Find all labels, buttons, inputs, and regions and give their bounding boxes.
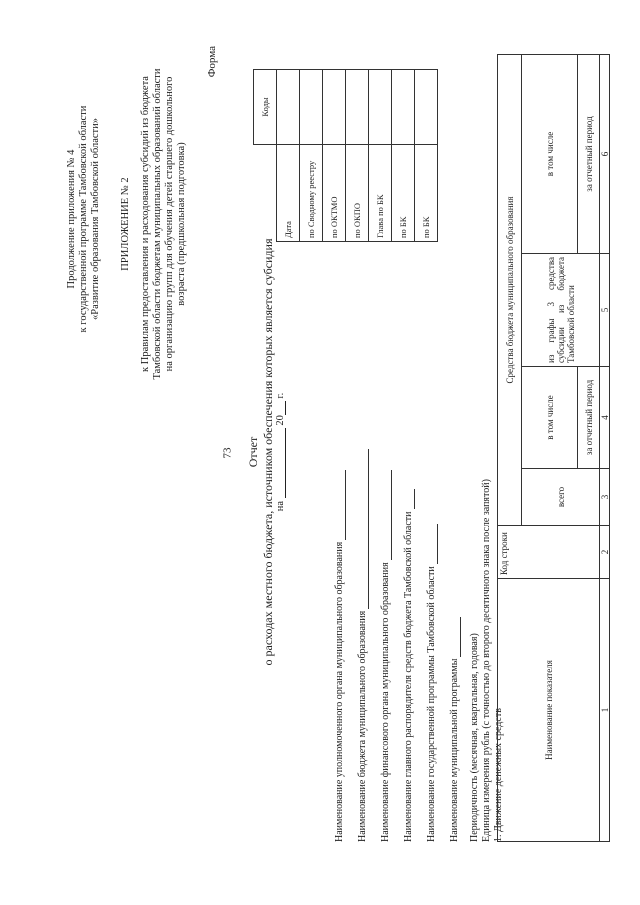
- header-indicator-name: Наименование показателя: [497, 578, 600, 842]
- document-sheet: [10, 22, 630, 882]
- code-label: по ОКТМО: [323, 145, 346, 242]
- field-line[interactable]: [357, 449, 369, 609]
- column-number: 3: [599, 468, 610, 526]
- section-title: 1. Движение денежных средств: [493, 708, 504, 842]
- annex-line: «Развитие образования Тамбовской области»: [90, 118, 101, 320]
- date-year-field[interactable]: [285, 401, 286, 415]
- annex-line: Продолжение приложения № 4: [66, 149, 77, 289]
- field-municipal-program: Наименование муниципальной программы: [449, 617, 461, 842]
- date-day-field[interactable]: [285, 428, 286, 498]
- field-unit: Единица измерения рубль (с точностью до второго десятичного знака после запятой): [481, 479, 492, 842]
- code-value[interactable]: [323, 70, 346, 145]
- header-subsidy-from-col3: из графы 3 средства субсидии из бюджета Тамбовской области: [521, 253, 600, 367]
- field-finance-body: Наименование финансового органа муниципального образования: [380, 470, 392, 842]
- field-main-administrator: Наименование главного распорядителя средств бюджета Тамбовской области: [403, 489, 415, 842]
- codes-table: [253, 69, 438, 242]
- header-including-2-period: за отчетный период: [577, 54, 600, 254]
- code-value[interactable]: [277, 70, 300, 145]
- appendix-line: возраста (предшкольная подготовка): [176, 142, 187, 306]
- appendix-line: на организацию групп для обучения детей старшего дошкольного: [164, 76, 175, 372]
- code-label: Глава по БК: [369, 145, 392, 242]
- column-number: 2: [599, 525, 610, 579]
- code-value[interactable]: [415, 70, 438, 145]
- appendix-2-header: [120, 54, 188, 394]
- column-number: 1: [599, 578, 610, 842]
- funds-movement-table: [497, 54, 610, 842]
- date-suffix: г.: [275, 392, 286, 399]
- field-line[interactable]: [380, 470, 392, 560]
- header-including-2: в том числе: [521, 54, 578, 254]
- code-label: по ОКПО: [346, 145, 369, 242]
- code-label: Дата: [277, 145, 300, 242]
- header-line-code: Код строки: [497, 525, 600, 579]
- form-label: Форма: [206, 46, 218, 78]
- header-including: в том числе: [521, 366, 578, 469]
- header-total: всего: [521, 468, 600, 526]
- header-including-period: за отчетный период: [577, 366, 600, 469]
- field-line[interactable]: [426, 524, 438, 564]
- date-year: 20: [275, 415, 286, 426]
- field-line[interactable]: [334, 470, 346, 540]
- field-line[interactable]: [403, 489, 415, 509]
- page-number: 73: [221, 447, 234, 459]
- appendix-line: к Правилам предоставления и расходования субсидий из бюджета: [140, 76, 151, 372]
- annex-line: к государственной программе Тамбовской области: [78, 105, 89, 333]
- date-prefix: на: [275, 500, 286, 512]
- field-state-program: Наименование государственной программы Тамбовской области: [426, 524, 438, 842]
- column-number: 5: [599, 253, 610, 367]
- field-line[interactable]: [449, 617, 461, 657]
- code-value[interactable]: [300, 70, 323, 145]
- codes-header: Коды: [254, 70, 277, 145]
- code-label: по БК: [392, 145, 415, 242]
- code-value[interactable]: [392, 70, 415, 145]
- code-label: по Сводному реестру: [300, 145, 323, 242]
- report-subtitle: о расходах местного бюджета, источником обеспечения которых является субсидия: [261, 238, 275, 666]
- column-number: 6: [599, 54, 610, 254]
- appendix-line: Тамбовской области бюджетам муниципальных образований области: [152, 68, 163, 380]
- field-authorized-body: Наименование уполномоченного органа муниципального образования: [334, 470, 346, 842]
- field-budget: Наименование бюджета муниципального образования: [357, 449, 369, 842]
- appendix-title: ПРИЛОЖЕНИЕ № 2: [120, 177, 131, 271]
- code-label: по БК: [415, 145, 438, 242]
- column-number: 4: [599, 366, 610, 469]
- code-value[interactable]: [369, 70, 392, 145]
- field-periodicity: Периодичность (месячная, квартальная, годовая): [469, 633, 480, 842]
- header-municipal-funds: Средства бюджета муниципального образования: [497, 54, 522, 526]
- annex-header: [66, 54, 102, 384]
- code-value[interactable]: [346, 70, 369, 145]
- report-title: Отчет: [246, 436, 260, 468]
